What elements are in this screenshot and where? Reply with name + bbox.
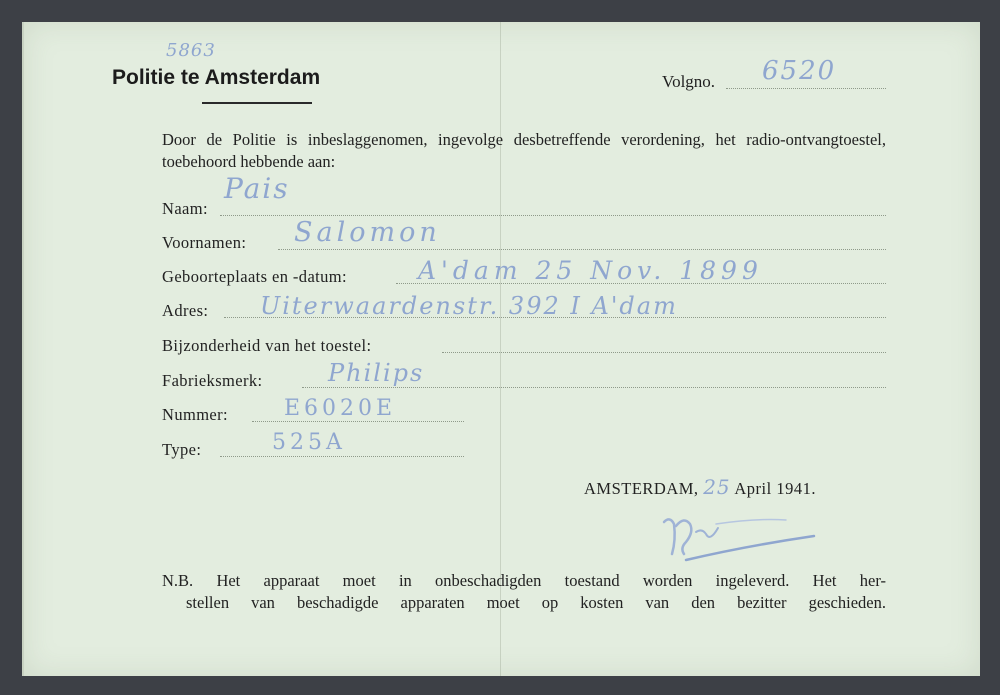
nummer-value: E6020E (284, 396, 397, 421)
note-line-1: N.B. Het apparaat moet in onbeschadigden toestand worden ingeleverd. Het her- (162, 571, 886, 590)
fabrieksmerk-value: Philips (328, 359, 425, 387)
type-dotted-line (220, 456, 464, 457)
volgno-dotted-line (726, 88, 886, 89)
day-value: 25 (703, 475, 731, 499)
handwritten-top-number: 5863 (166, 40, 216, 61)
adres-label: Adres: (162, 301, 209, 320)
document-sheet (22, 22, 980, 676)
signature-image (656, 502, 836, 572)
bijzonderheid-dotted-line (442, 352, 886, 353)
geboorte-label: Geboorteplaats en -datum: (162, 267, 348, 286)
adres-value: Uiterwaardenstr. 392 I A'dam (260, 292, 678, 320)
nummer-label: Nummer: (162, 405, 229, 424)
fabrieksmerk-label: Fabrieksmerk: (162, 371, 263, 390)
naam-value: Pais (224, 172, 290, 205)
place-label: AMSTERDAM, (584, 479, 699, 498)
fabrieksmerk-dotted-line (302, 387, 886, 388)
geboorte-value: A'dam 25 Nov. 1899 (418, 256, 763, 285)
month-year-label: April 1941. (734, 479, 816, 498)
title-underline (202, 102, 312, 104)
bijzonderheid-label: Bijzonderheid van het toestel: (162, 336, 372, 355)
type-value: 525A (272, 430, 346, 455)
note-line-2: stellen van beschadigde apparaten moet op kosten van den bezitter geschieden. (186, 593, 886, 612)
voornamen-label: Voornamen: (162, 233, 247, 252)
naam-dotted-line (220, 215, 886, 216)
page-title: Politie te Amsterdam (112, 66, 321, 89)
intro-paragraph: Door de Politie is inbeslaggenomen, ingevolge desbetreffende verordening, het radio-ontvangtoestel, toebehoord hebbende aan: (162, 130, 886, 171)
note-paragraph (162, 570, 886, 614)
nummer-dotted-line (252, 421, 464, 422)
naam-label: Naam: (162, 199, 208, 218)
volgno-label: Volgno. (662, 72, 716, 91)
voornamen-value: Salomon (294, 217, 441, 248)
place-date-line (584, 475, 816, 499)
voornamen-dotted-line (278, 249, 886, 250)
volgno-value: 6520 (762, 56, 837, 86)
type-label: Type: (162, 440, 202, 459)
